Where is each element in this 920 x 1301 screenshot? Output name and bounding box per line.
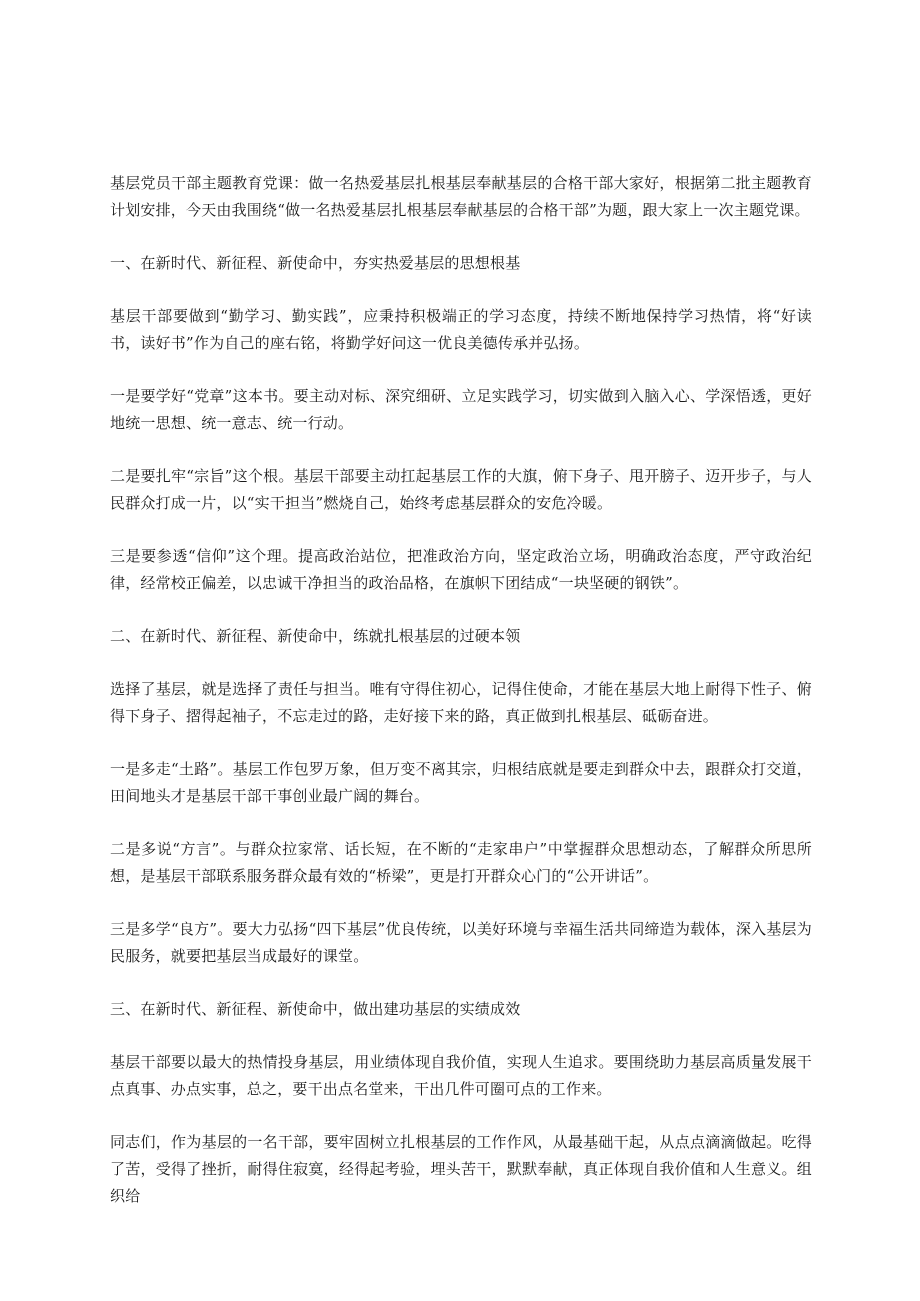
body-paragraph: 基层干部要以最大的热情投身基层，用业绩体现自我价值，实现人生追求。要围绕助力基层高质量发展干点真事、办点实事，总之，要干出点名堂来，干出几件可圈可点的工作来。: [110, 1053, 812, 1098]
body-paragraph: 同志们，作为基层的一名干部，要牢固树立扎根基层的工作作风，从最基础干起，从点点滴滴做起。吃得了苦，受得了挫折，耐得住寂寞，经得起考验，埋头苦干，默默奉献，真正体现自我价值和人生意义。组织给: [110, 1133, 812, 1205]
body-paragraph: 三是要参透“信仰”这个理。提高政治站位，把准政治方向，坚定政治立场，明确政治态度，严守政治纪律，经常校正偏差，以忠诚干净担当的政治品格，在旗帜下团结成“一块坚硬的钢铁”。: [110, 547, 812, 592]
body-paragraph: 一是多走“土路”。基层工作包罗万象，但万变不离其宗，归根结底就是要走到群众中去，跟群众打交道，田间地头才是基层干部干事创业最广阔的舞台。: [110, 760, 812, 805]
body-paragraph: 二是多说“方言”。与群众拉家常、话长短，在不断的“走家串户”中掌握群众思想动态，了解群众所思所想，是基层干部联系服务群众最有效的“桥梁”，更是打开群众心门的“公开讲话”。: [110, 840, 812, 885]
section-heading-3: 三、在新时代、新征程、新使命中，做出建功基层的实绩成效: [110, 1000, 521, 1018]
document-body: [110, 170, 812, 1236]
body-paragraph: 三是多学“良方”。要大力弘扬“四下基层”优良传统，以美好环境与幸福生活共同缔造为载体，深入基层为民服务，就要把基层当成最好的课堂。: [110, 920, 812, 965]
body-paragraph: 一是要学好“党章”这本书。要主动对标、深究细研、立足实践学习，切实做到入脑入心、学深悟透，更好地统一思想、统一意志、统一行动。: [110, 387, 812, 432]
section-heading-1: 一、在新时代、新征程、新使命中，夯实热爱基层的思想根基: [110, 254, 521, 272]
body-paragraph: 二是要扎牢“宗旨”这个根。基层干部要主动扛起基层工作的大旗，俯下身子、甩开膀子、迈开步子，与人民群众打成一片，以“实干担当”燃烧自己，始终考虑基层群众的安危冷暖。: [110, 467, 812, 512]
intro-paragraph: 基层党员干部主题教育党课：做一名热爱基层扎根基层奉献基层的合格干部大家好，根据第二批主题教育计划安排，今天由我围绕“做一名热爱基层扎根基层奉献基层的合格干部”为题，跟大家上一次主题党课。: [110, 174, 812, 219]
body-paragraph: 选择了基层，就是选择了责任与担当。唯有守得住初心，记得住使命，才能在基层大地上耐得下性子、俯得下身子、摺得起袖子，不忘走过的路，走好接下来的路，真正做到扎根基层、砥砺奋进。: [110, 680, 812, 725]
section-heading-2: 二、在新时代、新征程、新使命中，练就扎根基层的过硬本领: [110, 627, 521, 645]
body-paragraph: 基层干部要做到“勤学习、勤实践”，应秉持积极端正的学习态度，持续不断地保持学习热情，将“好读书，读好书”作为自己的座右铭，将勤学好问这一优良美德传承并弘扬。: [110, 307, 812, 352]
